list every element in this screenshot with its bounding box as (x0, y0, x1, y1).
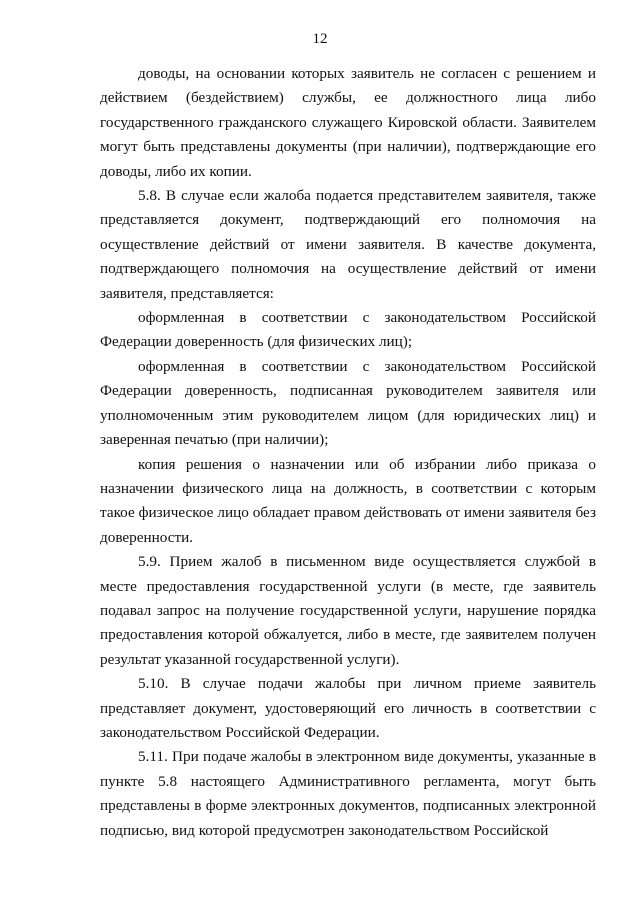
page-number: 12 (312, 31, 328, 47)
paragraph-power-of-attorney-legal-entities: оформленная в соответствии с законодательством Российской Федерации доверенность, подписанная руководителем заявителя или уполномоченным этим руководителем лицом (для юридических лиц) и заверенная печатью (при наличии); (100, 357, 596, 449)
paragraph-grounds-continuation: доводы, на основании которых заявитель не согласен с решением и действием (бездействием) службы, ее должностного лица либо государственного гражданского служащего Кировской области. Заявителем могут быть представлены документы (при наличии), подтверждающие его доводы, либо их копии. (100, 65, 596, 180)
paragraph-5-10: 5.10. В случае подачи жалобы при личном приеме заявитель представляет документ, удостоверяющий его личность в соответствии с законодательством Российской Федерации. (100, 675, 596, 741)
paragraph-power-of-attorney-individuals: оформленная в соответствии с законодательством Российской Федерации доверенность (для физических лиц); (100, 309, 596, 351)
paragraph-appointment-copy: копия решения о назначении или об избрании либо приказа о назначении физического лица на должность, в соответствии с которым такое физическое лицо обладает правом действовать от имени заявителя без доверенности. (100, 455, 596, 546)
document-body (100, 62, 596, 843)
paragraph-5-8: 5.8. В случае если жалоба подается представителем заявителя, также представляется документ, подтверждающий его полномочия на осуществление действий от имени заявителя. В качестве документа, подтверждающего полномочия на осуществление действий от имени заявителя, представляется: (100, 187, 596, 302)
paragraph-5-11: 5.11. При подаче жалобы в электронном виде документы, указанные в пункте 5.8 настоящего Административного регламента, могут быть представлены в форме электронных документов, подписанных электронной подписью, вид которой предусмотрен законодательством Российской (100, 748, 596, 839)
paragraph-5-9: 5.9. Прием жалоб в письменном виде осуществляется службой в месте предоставления государственной услуги (в месте, где заявитель подавал запрос на получение государственной услуги, нарушение порядка предоставления которой обжалуется, либо в месте, где заявителем получен результат указанной государственной услуги). (100, 553, 596, 668)
